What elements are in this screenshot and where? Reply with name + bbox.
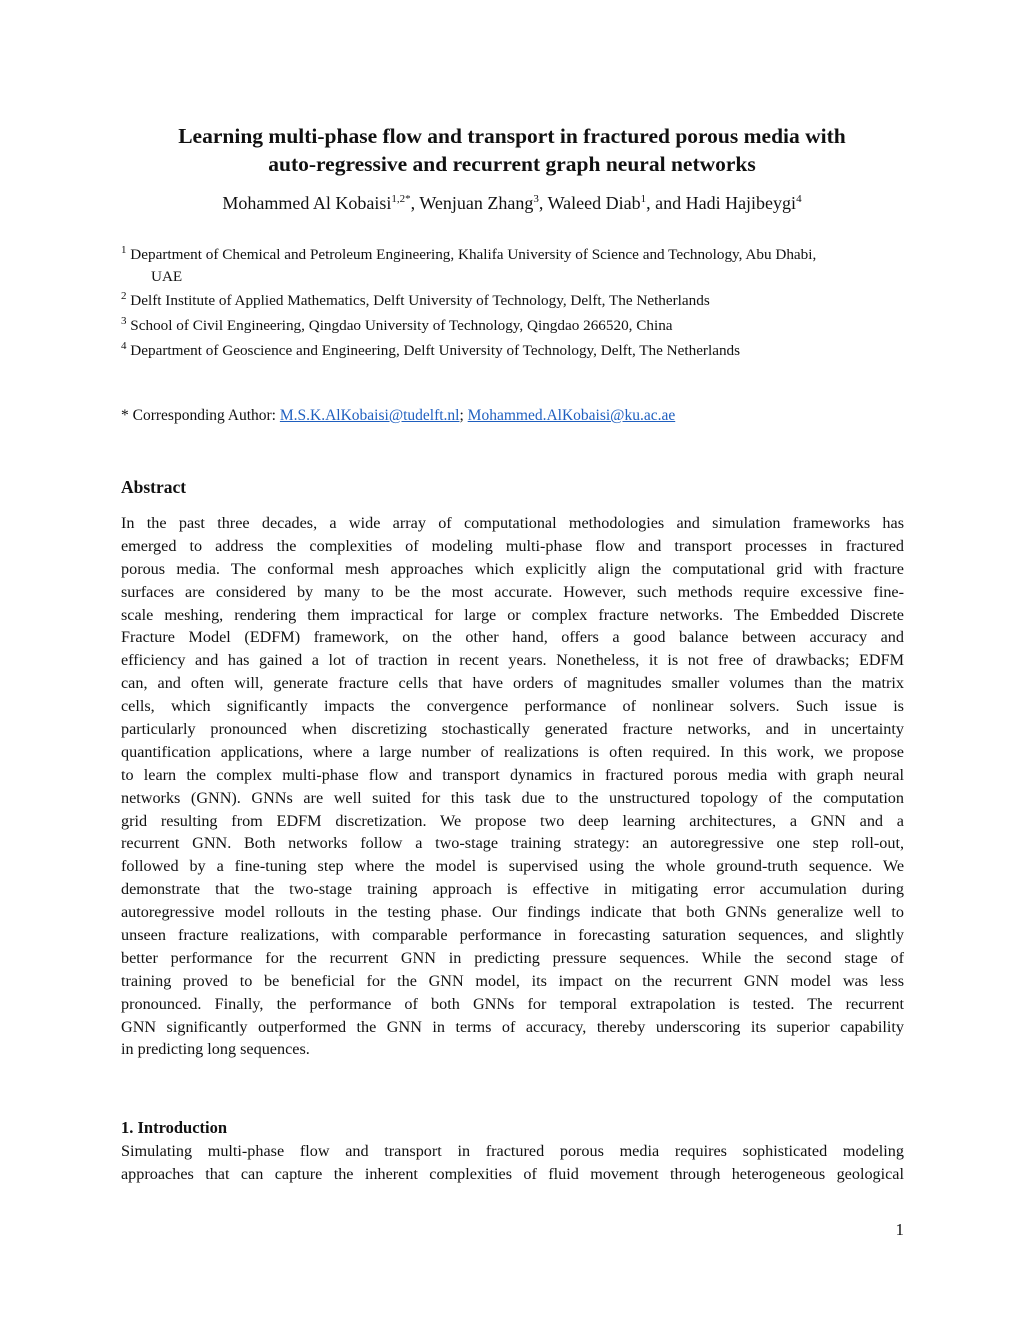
text-line: in predicting long sequences.: [121, 1040, 310, 1059]
affiliation-number: 1: [121, 244, 127, 256]
email-link-tudelft[interactable]: M.S.K.AlKobaisi@tudelft.nl: [279, 407, 460, 424]
email-separator: ;: [459, 407, 468, 424]
affiliation-text: Department of Chemical and Petroleum Engineering, Khalifa University of Science and Technology, Abu Dhabi,: [130, 246, 817, 263]
text-line: cells, which significantly impacts the convergence performance of nonlinear solvers. Such issue is: [121, 697, 904, 716]
paper-title: [0, 122, 1024, 178]
text-line: better performance for the recurrent GNN in predicting pressure sequences. While the second stage of: [121, 948, 904, 967]
text-line: quantification applications, where a large number of realizations is often required. In this work, we propose: [121, 742, 904, 761]
affiliation-number: 4: [121, 340, 127, 352]
text-line: pronounced. Finally, the performance of both GNNs for temporal extrapolation is tested. The recurrent: [121, 994, 904, 1013]
text-line: unseen fracture realizations, with comparable performance in forecasting saturation sequences, and slightly: [121, 926, 904, 945]
author-name: Waleed Diab: [547, 193, 641, 213]
text-line: GNN significantly outperformed the GNN in terms of accuracy, thereby underscoring its superior capability: [121, 1017, 904, 1036]
affiliation-number: 3: [121, 315, 127, 327]
author-list: [0, 193, 1024, 214]
text-line: training proved to be beneficial for the GNN model, its impact on the recurrent GNN model was less: [121, 971, 904, 990]
text-line: approaches that can capture the inherent complexities of fluid movement through heterogeneous geological: [121, 1164, 904, 1183]
title-line: auto-regressive and recurrent graph neural networks: [268, 152, 756, 176]
author-affiliation-marker: 3: [533, 193, 539, 205]
text-line: particularly pronounced when discretizing stochastically generated fracture networks, and in uncertainty: [121, 720, 904, 739]
text-line: scale meshing, rendering them impractical for large or complex fracture networks. The Embedded Discrete: [121, 605, 904, 624]
introduction-heading: 1. Introduction: [121, 1118, 228, 1137]
affiliation-text: School of Civil Engineering, Qingdao University of Technology, Qingdao 266520, China: [130, 317, 673, 334]
text-line: networks (GNN). GNNs are well suited for this task due to the unstructured topology of the computation: [121, 788, 904, 807]
abstract-heading: Abstract: [121, 477, 187, 497]
author-separator: ,: [410, 193, 420, 213]
text-line: In the past three decades, a wide array of computational methodologies and simulation frameworks has: [121, 514, 904, 532]
affiliation: [121, 315, 911, 337]
affiliation: [121, 244, 911, 288]
affiliation-number: 2: [121, 290, 127, 302]
author-affiliation-marker: 1,2*: [391, 193, 411, 205]
author-separator: ,: [538, 193, 548, 213]
author-affiliation-marker: 1: [640, 193, 647, 205]
title-line: Learning multi-phase flow and transport in fractured porous media with: [178, 124, 846, 148]
affiliation-text-continued: UAE: [151, 268, 183, 285]
text-line: followed by a fine-tuning step where the model is supervised using the whole ground-truth sequence. We: [121, 857, 904, 876]
corresponding-label: * Corresponding Author:: [121, 407, 280, 424]
affiliation-text: Department of Geoscience and Engineering, Delft University of Technology, Delft, The Netherlands: [130, 342, 741, 359]
author-name: Wenjuan Zhang: [419, 193, 534, 213]
text-line: porous media. The conformal mesh approaches which explicitly align the computational grid with fracture: [121, 559, 904, 578]
text-line: surfaces are considered by many to be the most accurate. However, such methods require excessive fine-: [121, 582, 904, 601]
text-line: demonstrate that the two-stage training approach is effective in mitigating error accumulation during: [121, 880, 904, 899]
affiliation-text: Delft Institute of Applied Mathematics, Delft University of Technology, Delft, The Netherlands: [130, 292, 710, 309]
email-link-ku[interactable]: Mohammed.AlKobaisi@ku.ac.ae: [467, 407, 676, 424]
author-name: Hadi Hajibeygi: [685, 193, 797, 213]
affiliation: [121, 290, 911, 312]
corresponding-author: [121, 407, 675, 425]
abstract-body: [121, 512, 904, 1061]
text-line: efficiency and has gained a lot of traction in recent years. Nonetheless, it is not free of drawbacks; EDFM: [121, 651, 904, 670]
text-line: Fracture Model (EDFM) framework, on the other hand, offers a good balance between accuracy and: [121, 628, 904, 647]
author-affiliation-marker: 4: [796, 193, 802, 205]
text-line: Simulating multi-phase flow and transport in fractured porous media requires sophisticated modeling: [121, 1142, 904, 1160]
affiliation: [121, 340, 911, 362]
text-line: can, and often will, generate fracture cells that have orders of magnitudes smaller volumes than the matrix: [121, 674, 904, 693]
text-line: to learn the complex multi-phase flow and transport dynamics in fractured porous media with graph neural: [121, 765, 904, 784]
author-separator: , and: [646, 193, 686, 213]
author-name: Mohammed Al Kobaisi: [222, 193, 392, 213]
text-line: emerged to address the complexities of modeling multi-phase flow and transport processes in fractured: [121, 536, 904, 555]
text-line: grid resulting from EDFM discretization. We propose two deep learning architectures, a GNN and a: [121, 811, 904, 830]
text-line: recurrent GNN. Both networks follow a two-stage training strategy: an autoregressive one step roll-out,: [121, 834, 904, 853]
text-line: autoregressive model rollouts in the testing phase. Our findings indicate that both GNNs generalize well to: [121, 903, 904, 922]
introduction-body: [121, 1140, 904, 1186]
page-number: 1: [895, 1220, 904, 1239]
